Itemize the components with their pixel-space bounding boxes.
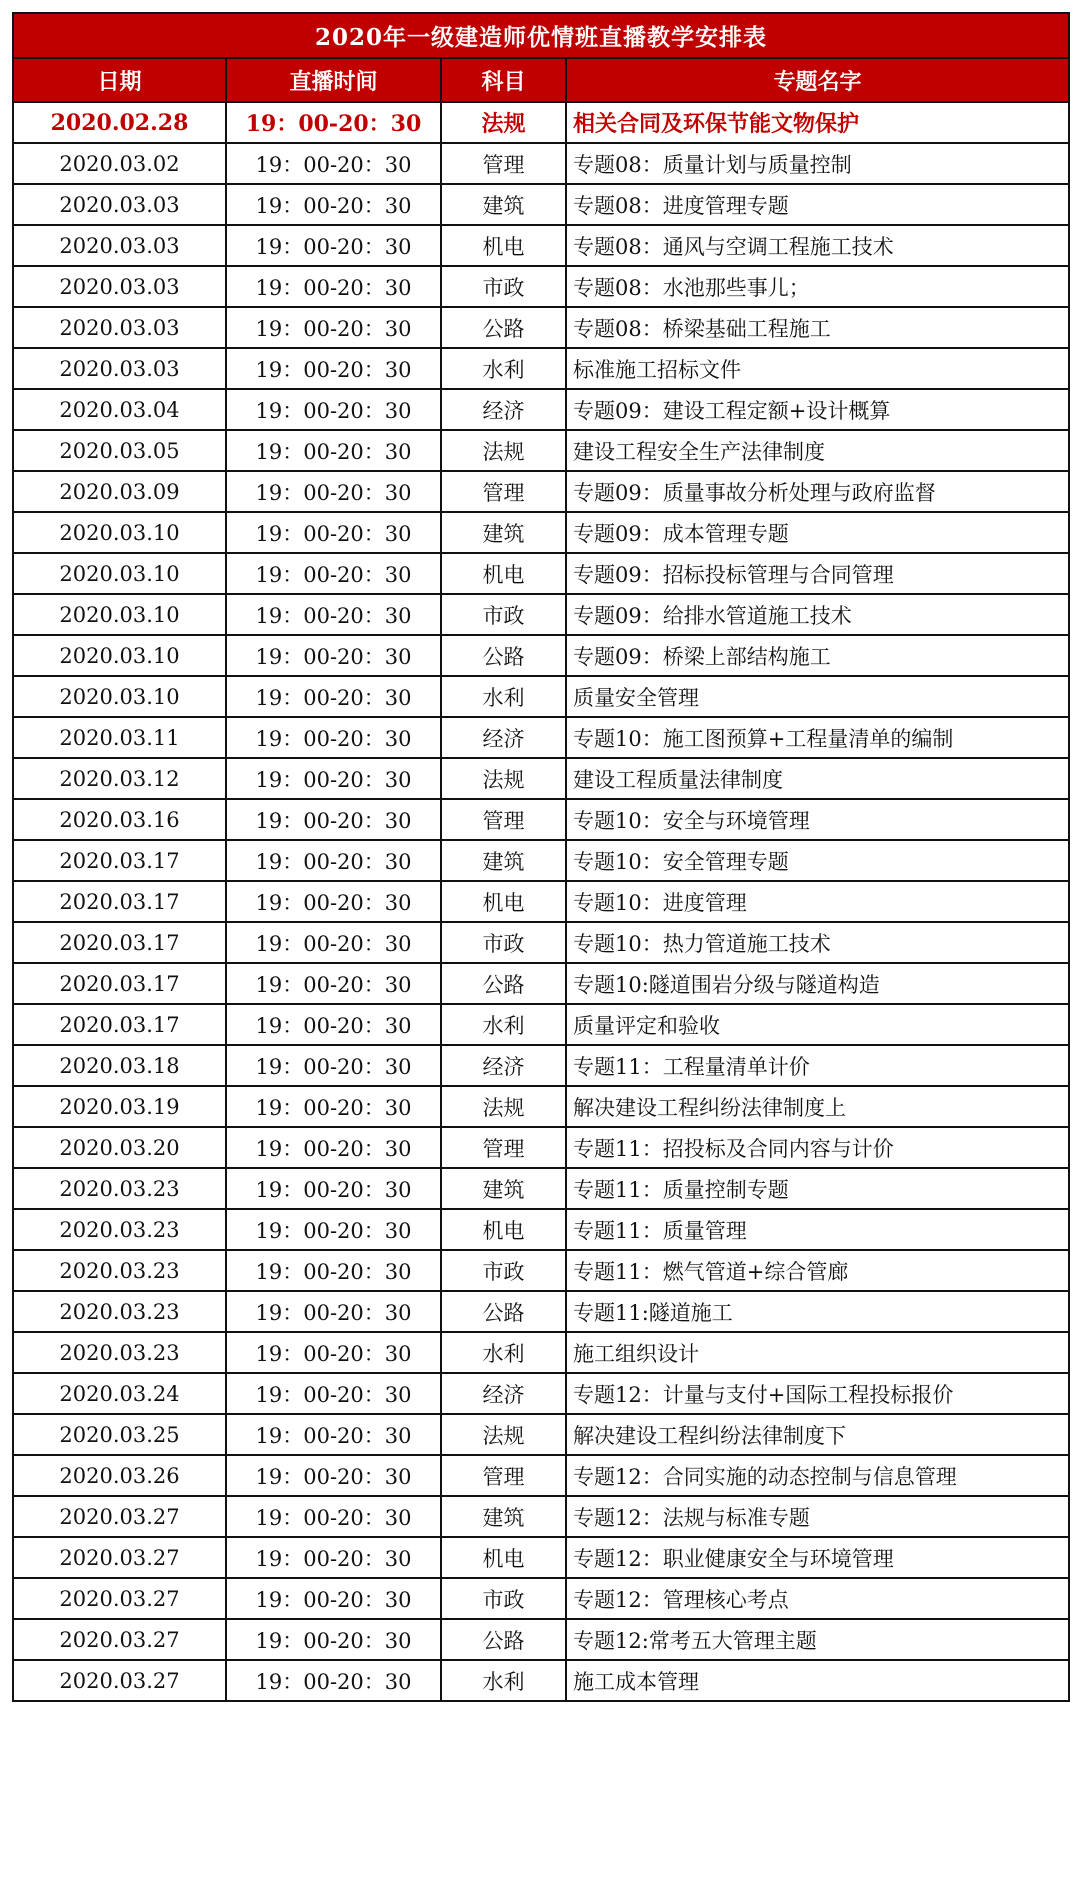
cell-date: 2020.02.28 — [13, 102, 226, 143]
cell-date: 2020.03.04 — [13, 389, 226, 430]
cell-date: 2020.03.17 — [13, 840, 226, 881]
cell-date: 2020.03.27 — [13, 1496, 226, 1537]
cell-subject: 法规 — [441, 758, 566, 799]
table-row — [13, 1168, 1069, 1209]
table-row — [13, 1619, 1069, 1660]
cell-topic: 专题11：质量控制专题 — [566, 1168, 1069, 1209]
cell-time: 19：00-20：30 — [226, 1332, 441, 1373]
cell-topic: 专题09：质量事故分析处理与政府监督 — [566, 471, 1069, 512]
table-row — [13, 225, 1069, 266]
cell-time: 19：00-20：30 — [226, 553, 441, 594]
table-row — [13, 1250, 1069, 1291]
cell-date: 2020.03.23 — [13, 1291, 226, 1332]
table-row — [13, 1127, 1069, 1168]
cell-topic: 专题08：质量计划与质量控制 — [566, 143, 1069, 184]
table-row — [13, 676, 1069, 717]
cell-date: 2020.03.03 — [13, 225, 226, 266]
cell-time: 19：00-20：30 — [226, 1250, 441, 1291]
table-row — [13, 1578, 1069, 1619]
cell-topic: 专题08：通风与空调工程施工技术 — [566, 225, 1069, 266]
cell-subject: 管理 — [441, 471, 566, 512]
cell-topic: 建设工程质量法律制度 — [566, 758, 1069, 799]
table-row — [13, 143, 1069, 184]
table-row — [13, 881, 1069, 922]
cell-time: 19：00-20：30 — [226, 676, 441, 717]
cell-subject: 经济 — [441, 389, 566, 430]
cell-topic: 专题08：水池那些事儿； — [566, 266, 1069, 307]
cell-subject: 市政 — [441, 266, 566, 307]
cell-topic: 专题12:常考五大管理主题 — [566, 1619, 1069, 1660]
cell-subject: 经济 — [441, 1045, 566, 1086]
cell-subject: 公路 — [441, 307, 566, 348]
cell-time: 19：00-20：30 — [226, 102, 441, 143]
cell-date: 2020.03.03 — [13, 266, 226, 307]
cell-subject: 公路 — [441, 1619, 566, 1660]
cell-subject: 公路 — [441, 963, 566, 1004]
table-row — [13, 307, 1069, 348]
table-row — [13, 184, 1069, 225]
cell-date: 2020.03.23 — [13, 1209, 226, 1250]
cell-date: 2020.03.03 — [13, 348, 226, 389]
cell-topic: 标准施工招标文件 — [566, 348, 1069, 389]
cell-date: 2020.03.27 — [13, 1578, 226, 1619]
cell-subject: 法规 — [441, 430, 566, 471]
cell-time: 19：00-20：30 — [226, 635, 441, 676]
cell-subject: 管理 — [441, 799, 566, 840]
table-row — [13, 1455, 1069, 1496]
cell-date: 2020.03.03 — [13, 307, 226, 348]
cell-date: 2020.03.26 — [13, 1455, 226, 1496]
cell-time: 19：00-20：30 — [226, 184, 441, 225]
cell-subject: 公路 — [441, 635, 566, 676]
cell-date: 2020.03.27 — [13, 1660, 226, 1701]
cell-date: 2020.03.05 — [13, 430, 226, 471]
table-row — [13, 717, 1069, 758]
cell-topic: 专题09：成本管理专题 — [566, 512, 1069, 553]
cell-time: 19：00-20：30 — [226, 1045, 441, 1086]
cell-date: 2020.03.25 — [13, 1414, 226, 1455]
cell-date: 2020.03.12 — [13, 758, 226, 799]
table-row — [13, 1496, 1069, 1537]
cell-subject: 水利 — [441, 1660, 566, 1701]
cell-topic: 专题12：法规与标准专题 — [566, 1496, 1069, 1537]
header-time: 直播时间 — [226, 58, 441, 102]
cell-topic: 专题10：进度管理 — [566, 881, 1069, 922]
table-row — [13, 635, 1069, 676]
cell-topic: 专题11：质量管理 — [566, 1209, 1069, 1250]
cell-time: 19：00-20：30 — [226, 1373, 441, 1414]
cell-time: 19：00-20：30 — [226, 143, 441, 184]
cell-subject: 管理 — [441, 1455, 566, 1496]
cell-topic: 专题08：桥梁基础工程施工 — [566, 307, 1069, 348]
cell-date: 2020.03.23 — [13, 1168, 226, 1209]
cell-date: 2020.03.23 — [13, 1250, 226, 1291]
cell-subject: 机电 — [441, 1537, 566, 1578]
table-row — [13, 758, 1069, 799]
table-row — [13, 1332, 1069, 1373]
cell-date: 2020.03.09 — [13, 471, 226, 512]
cell-date: 2020.03.18 — [13, 1045, 226, 1086]
cell-time: 19：00-20：30 — [226, 758, 441, 799]
cell-topic: 专题09：桥梁上部结构施工 — [566, 635, 1069, 676]
cell-time: 19：00-20：30 — [226, 389, 441, 430]
table-row — [13, 1086, 1069, 1127]
cell-subject: 法规 — [441, 102, 566, 143]
cell-date: 2020.03.27 — [13, 1619, 226, 1660]
cell-subject: 水利 — [441, 348, 566, 389]
cell-topic: 专题12：合同实施的动态控制与信息管理 — [566, 1455, 1069, 1496]
cell-time: 19：00-20：30 — [226, 594, 441, 635]
cell-time: 19：00-20：30 — [226, 348, 441, 389]
schedule-table — [12, 12, 1070, 1702]
cell-time: 19：00-20：30 — [226, 1209, 441, 1250]
cell-time: 19：00-20：30 — [226, 799, 441, 840]
cell-topic: 质量安全管理 — [566, 676, 1069, 717]
cell-date: 2020.03.10 — [13, 676, 226, 717]
cell-topic: 专题09：建设工程定额+设计概算 — [566, 389, 1069, 430]
table-row — [13, 553, 1069, 594]
cell-time: 19：00-20：30 — [226, 307, 441, 348]
table-row — [13, 1004, 1069, 1045]
table-title: 2020年一级建造师优情班直播教学安排表 — [13, 13, 1069, 58]
cell-date: 2020.03.10 — [13, 512, 226, 553]
cell-time: 19：00-20：30 — [226, 840, 441, 881]
cell-subject: 机电 — [441, 225, 566, 266]
cell-date: 2020.03.23 — [13, 1332, 226, 1373]
cell-subject: 机电 — [441, 553, 566, 594]
cell-subject: 市政 — [441, 1578, 566, 1619]
cell-date: 2020.03.17 — [13, 881, 226, 922]
cell-topic: 专题11：燃气管道+综合管廊 — [566, 1250, 1069, 1291]
cell-subject: 管理 — [441, 143, 566, 184]
cell-topic: 专题11:隧道施工 — [566, 1291, 1069, 1332]
cell-subject: 建筑 — [441, 184, 566, 225]
cell-topic: 解决建设工程纠纷法律制度上 — [566, 1086, 1069, 1127]
cell-date: 2020.03.17 — [13, 1004, 226, 1045]
cell-time: 19：00-20：30 — [226, 881, 441, 922]
cell-topic: 质量评定和验收 — [566, 1004, 1069, 1045]
table-row — [13, 922, 1069, 963]
cell-date: 2020.03.24 — [13, 1373, 226, 1414]
cell-topic: 专题10：安全管理专题 — [566, 840, 1069, 881]
cell-topic: 专题09：招标投标管理与合同管理 — [566, 553, 1069, 594]
cell-date: 2020.03.10 — [13, 594, 226, 635]
title-row — [13, 13, 1069, 58]
cell-subject: 机电 — [441, 881, 566, 922]
cell-date: 2020.03.20 — [13, 1127, 226, 1168]
cell-time: 19：00-20：30 — [226, 471, 441, 512]
cell-subject: 建筑 — [441, 1168, 566, 1209]
cell-topic: 相关合同及环保节能文物保护 — [566, 102, 1069, 143]
table-row — [13, 799, 1069, 840]
cell-subject: 建筑 — [441, 840, 566, 881]
cell-subject: 法规 — [441, 1086, 566, 1127]
cell-topic: 施工成本管理 — [566, 1660, 1069, 1701]
cell-time: 19：00-20：30 — [226, 1578, 441, 1619]
table-row — [13, 389, 1069, 430]
cell-subject: 管理 — [441, 1127, 566, 1168]
cell-subject: 法规 — [441, 1414, 566, 1455]
cell-time: 19：00-20：30 — [226, 1086, 441, 1127]
cell-date: 2020.03.10 — [13, 553, 226, 594]
cell-date: 2020.03.11 — [13, 717, 226, 758]
cell-topic: 专题12：计量与支付+国际工程投标报价 — [566, 1373, 1069, 1414]
cell-date: 2020.03.10 — [13, 635, 226, 676]
cell-time: 19：00-20：30 — [226, 1127, 441, 1168]
table-row — [13, 1045, 1069, 1086]
cell-topic: 施工组织设计 — [566, 1332, 1069, 1373]
cell-subject: 经济 — [441, 1373, 566, 1414]
cell-time: 19：00-20：30 — [226, 1004, 441, 1045]
cell-topic: 专题09：给排水管道施工技术 — [566, 594, 1069, 635]
cell-time: 19：00-20：30 — [226, 225, 441, 266]
table-row — [13, 840, 1069, 881]
table-row — [13, 1414, 1069, 1455]
table-row — [13, 266, 1069, 307]
cell-topic: 专题12：职业健康安全与环境管理 — [566, 1537, 1069, 1578]
cell-time: 19：00-20：30 — [226, 717, 441, 758]
cell-subject: 建筑 — [441, 512, 566, 553]
table-row — [13, 963, 1069, 1004]
cell-date: 2020.03.17 — [13, 963, 226, 1004]
cell-subject: 市政 — [441, 1250, 566, 1291]
table-row — [13, 1537, 1069, 1578]
cell-time: 19：00-20：30 — [226, 1660, 441, 1701]
cell-time: 19：00-20：30 — [226, 1619, 441, 1660]
cell-time: 19：00-20：30 — [226, 266, 441, 307]
cell-topic: 专题08：进度管理专题 — [566, 184, 1069, 225]
cell-time: 19：00-20：30 — [226, 922, 441, 963]
cell-time: 19：00-20：30 — [226, 1414, 441, 1455]
cell-time: 19：00-20：30 — [226, 1168, 441, 1209]
cell-subject: 经济 — [441, 717, 566, 758]
table-row — [13, 430, 1069, 471]
table-row — [13, 512, 1069, 553]
table-row — [13, 1209, 1069, 1250]
table-row — [13, 348, 1069, 389]
header-date: 日期 — [13, 58, 226, 102]
header-row — [13, 58, 1069, 102]
table-row — [13, 102, 1069, 143]
header-topic: 专题名字 — [566, 58, 1069, 102]
cell-topic: 专题11：招投标及合同内容与计价 — [566, 1127, 1069, 1168]
cell-date: 2020.03.17 — [13, 922, 226, 963]
cell-topic: 专题10：施工图预算+工程量清单的编制 — [566, 717, 1069, 758]
cell-time: 19：00-20：30 — [226, 963, 441, 1004]
cell-subject: 建筑 — [441, 1496, 566, 1537]
cell-subject: 水利 — [441, 676, 566, 717]
cell-time: 19：00-20：30 — [226, 1496, 441, 1537]
cell-date: 2020.03.19 — [13, 1086, 226, 1127]
cell-topic: 专题10：热力管道施工技术 — [566, 922, 1069, 963]
cell-topic: 专题10：安全与环境管理 — [566, 799, 1069, 840]
cell-subject: 公路 — [441, 1291, 566, 1332]
cell-subject: 市政 — [441, 594, 566, 635]
cell-time: 19：00-20：30 — [226, 1537, 441, 1578]
cell-time: 19：00-20：30 — [226, 1455, 441, 1496]
header-subject: 科目 — [441, 58, 566, 102]
table-row — [13, 1291, 1069, 1332]
table-row — [13, 1373, 1069, 1414]
cell-topic: 建设工程安全生产法律制度 — [566, 430, 1069, 471]
cell-topic: 解决建设工程纠纷法律制度下 — [566, 1414, 1069, 1455]
cell-date: 2020.03.16 — [13, 799, 226, 840]
cell-topic: 专题10:隧道围岩分级与隧道构造 — [566, 963, 1069, 1004]
cell-subject: 机电 — [441, 1209, 566, 1250]
cell-subject: 市政 — [441, 922, 566, 963]
table-body — [13, 102, 1069, 1701]
cell-date: 2020.03.27 — [13, 1537, 226, 1578]
cell-subject: 水利 — [441, 1332, 566, 1373]
table-row — [13, 1660, 1069, 1701]
cell-time: 19：00-20：30 — [226, 430, 441, 471]
cell-topic: 专题11：工程量清单计价 — [566, 1045, 1069, 1086]
cell-topic: 专题12：管理核心考点 — [566, 1578, 1069, 1619]
cell-time: 19：00-20：30 — [226, 512, 441, 553]
cell-date: 2020.03.02 — [13, 143, 226, 184]
cell-subject: 水利 — [441, 1004, 566, 1045]
schedule-sheet — [12, 12, 1068, 1702]
table-row — [13, 594, 1069, 635]
cell-date: 2020.03.03 — [13, 184, 226, 225]
table-row — [13, 471, 1069, 512]
cell-time: 19：00-20：30 — [226, 1291, 441, 1332]
